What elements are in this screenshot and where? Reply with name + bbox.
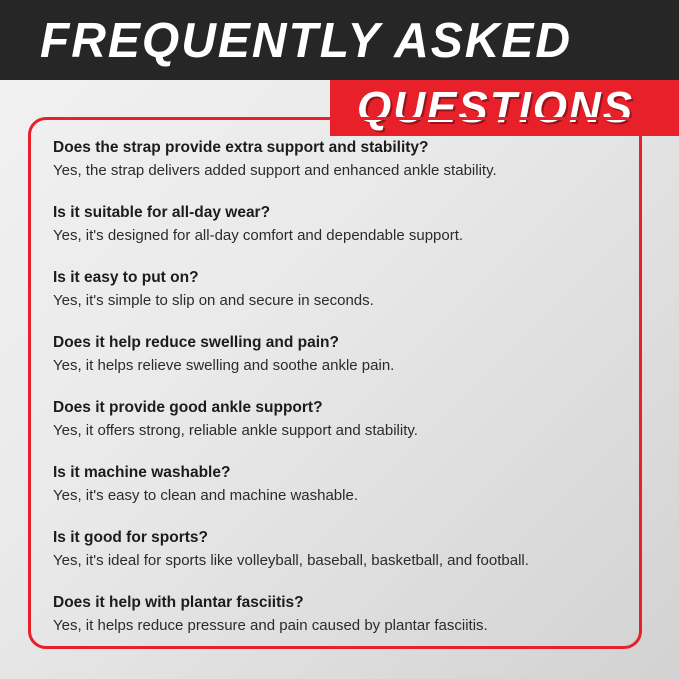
faq-item xyxy=(53,268,633,311)
faq-item xyxy=(53,138,633,181)
faq-answer: Yes, it's easy to clean and machine washable. xyxy=(53,487,358,504)
faq-answer: Yes, it's simple to slip on and secure in seconds. xyxy=(53,292,374,309)
faq-answer: Yes, it helps reduce pressure and pain caused by plantar fasciitis. xyxy=(53,617,488,634)
faq-question: Is it machine washable? xyxy=(53,464,231,481)
faq-list xyxy=(53,138,633,636)
faq-question: Does it help with plantar fasciitis? xyxy=(53,594,304,611)
faq-question: Is it suitable for all-day wear? xyxy=(53,204,271,221)
faq-answer: Yes, it's ideal for sports like volleyball, baseball, basketball, and football. xyxy=(53,552,529,569)
faq-item xyxy=(53,593,633,636)
faq-item xyxy=(53,203,633,246)
page-subtitle: QUESTIONS xyxy=(357,83,635,132)
faq-question: Is it easy to put on? xyxy=(53,269,199,286)
faq-answer: Yes, it offers strong, reliable ankle support and stability. xyxy=(53,422,418,439)
faq-item xyxy=(53,528,633,571)
faq-item xyxy=(53,463,633,506)
page-title: FREQUENTLY ASKED xyxy=(40,14,573,68)
faq-question: Does it help reduce swelling and pain? xyxy=(53,334,339,351)
faq-item xyxy=(53,333,633,376)
faq-question: Is it good for sports? xyxy=(53,529,208,546)
faq-question: Does it provide good ankle support? xyxy=(53,399,323,416)
faq-item xyxy=(53,398,633,441)
faq-answer: Yes, it's designed for all-day comfort and dependable support. xyxy=(53,227,464,244)
faq-answer: Yes, the strap delivers added support and enhanced ankle stability. xyxy=(53,162,497,179)
faq-answer: Yes, it helps relieve swelling and soothe ankle pain. xyxy=(53,357,395,374)
faq-question: Does the strap provide extra support and stability? xyxy=(53,139,429,156)
